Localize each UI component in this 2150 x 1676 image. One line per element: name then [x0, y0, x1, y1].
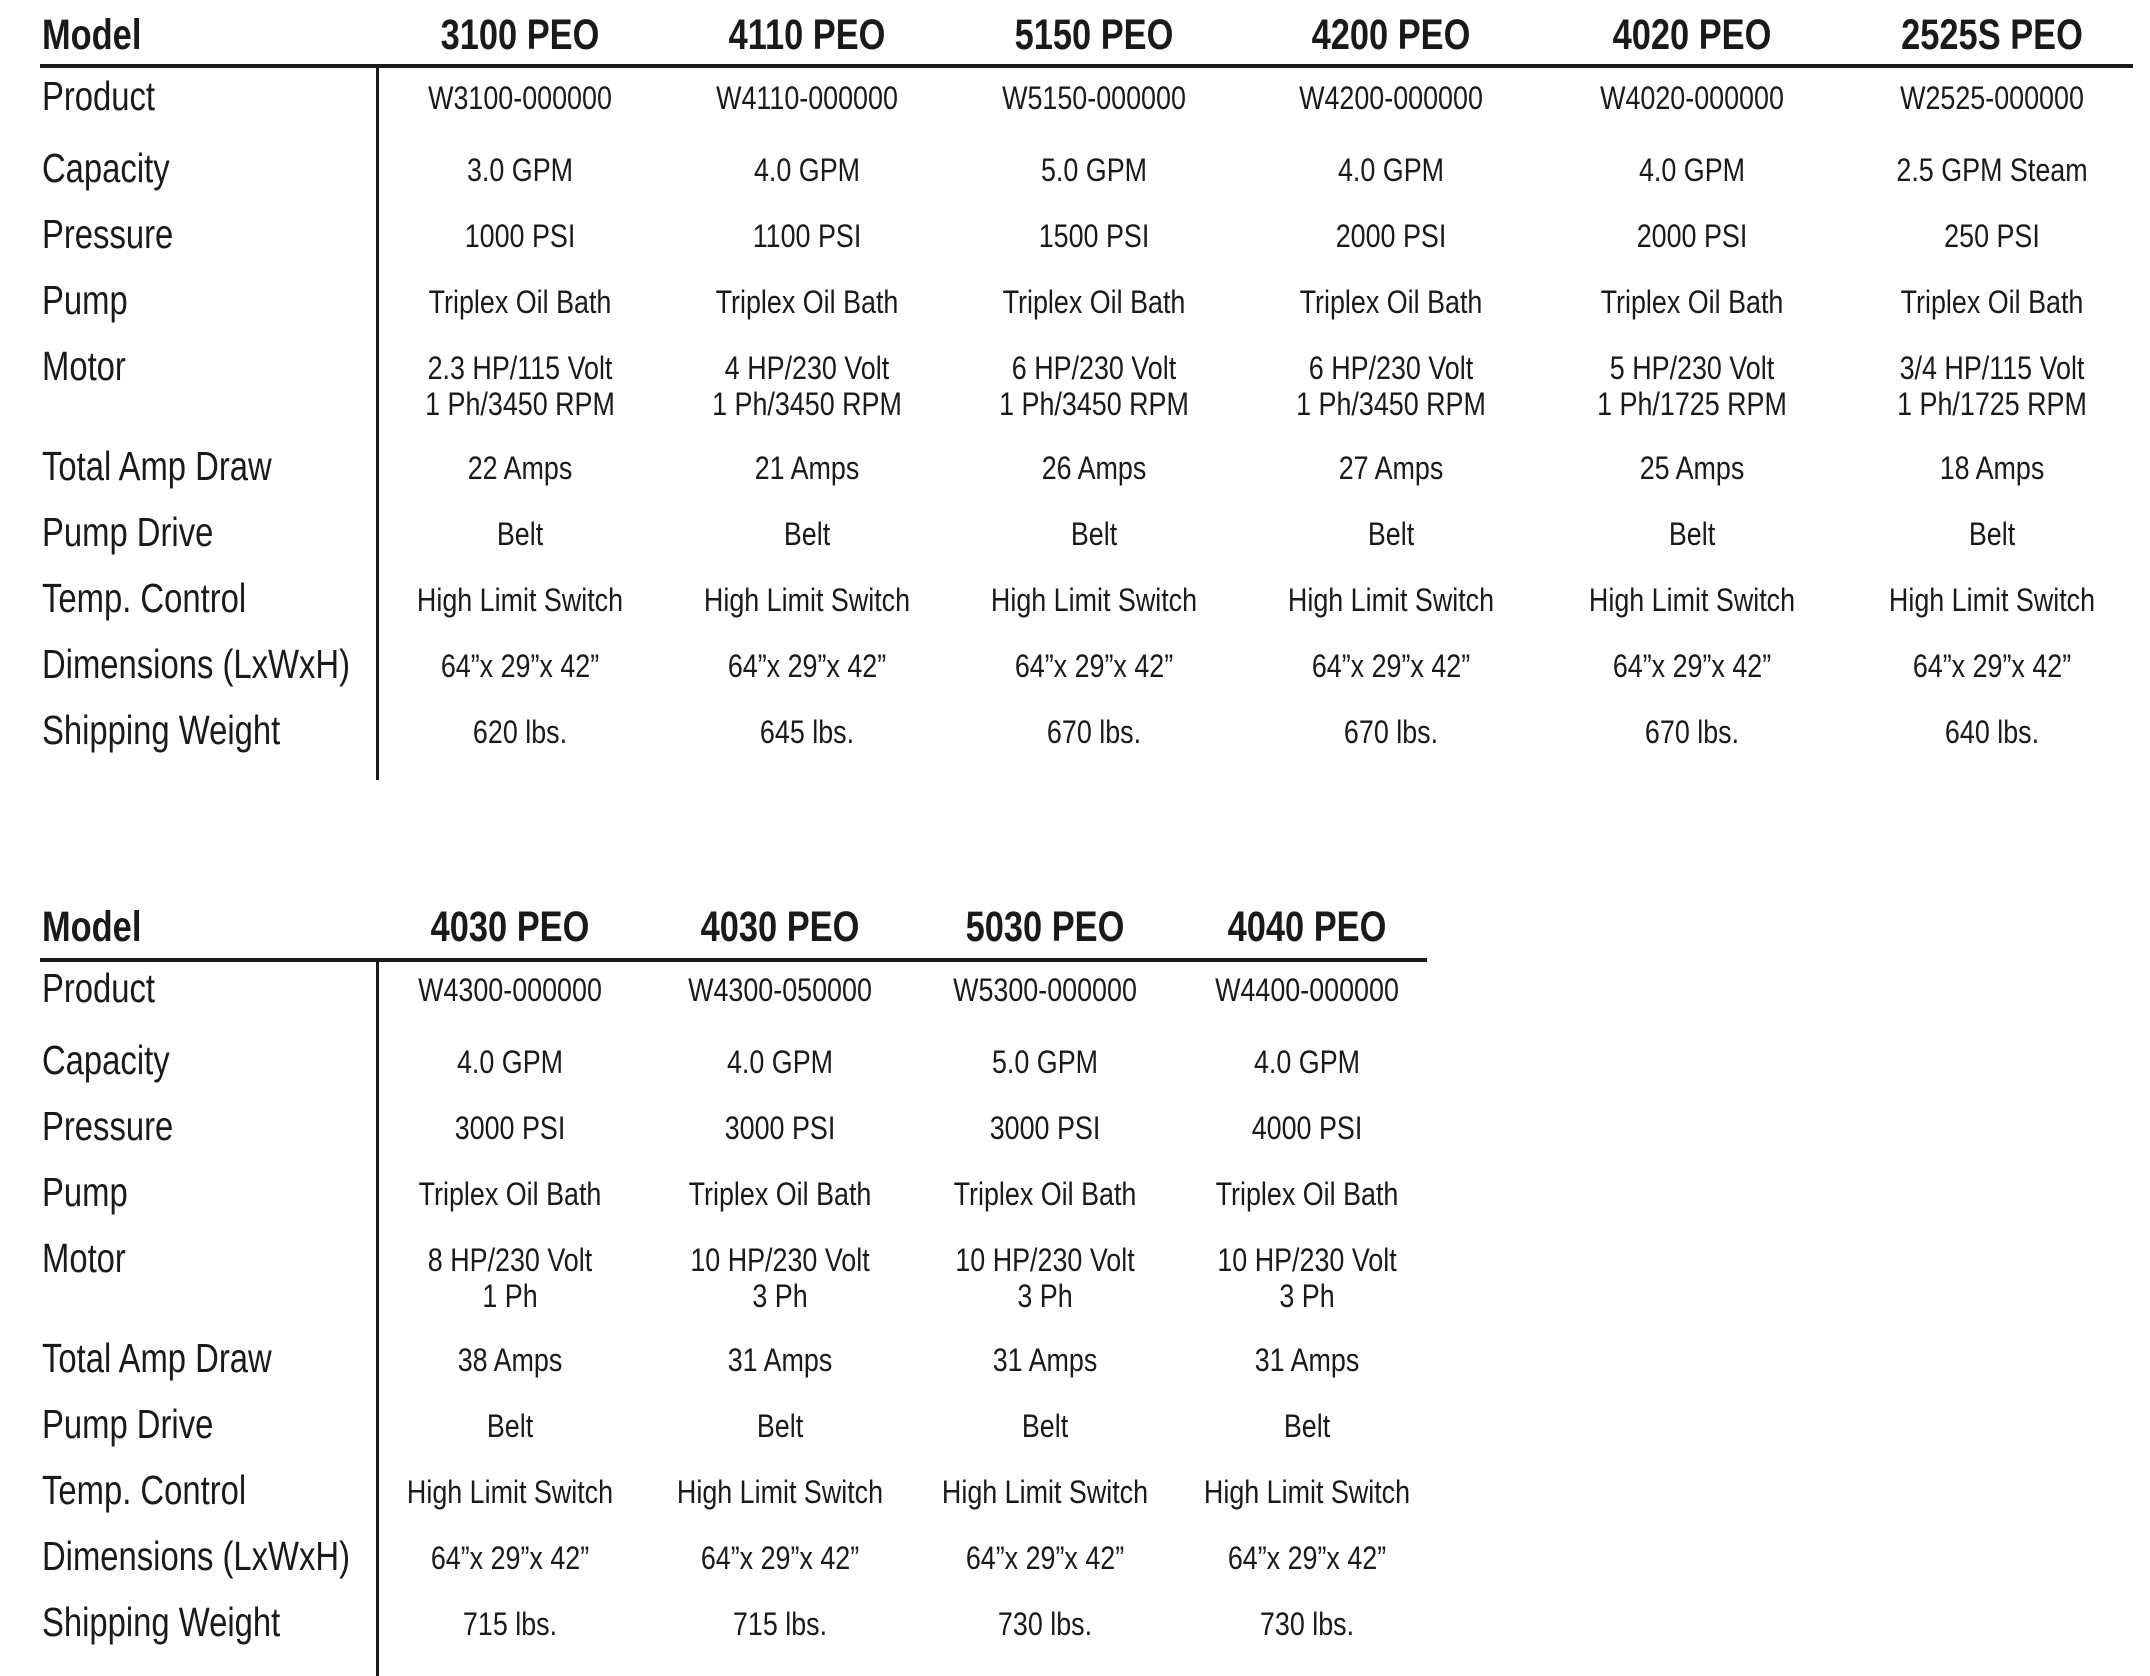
spec-value-line: High Limit Switch	[1588, 582, 1796, 618]
spec-value-line: Belt	[783, 516, 831, 552]
spec-value-capacity	[1041, 152, 1147, 188]
spec-value-temp-control	[1204, 1474, 1410, 1510]
spec-value-product	[428, 80, 612, 116]
spec-value-shipping-weight	[463, 1606, 557, 1642]
spec-value-line: 6 HP/230 Volt	[1011, 350, 1177, 386]
spec-value-line: High Limit Switch	[406, 1474, 614, 1510]
spec-value-motor	[955, 1242, 1134, 1314]
spec-value-temp-control	[704, 582, 910, 618]
row-label-capacity: Capacity	[42, 1037, 170, 1083]
model-header: 5150 PEO	[1014, 11, 1174, 59]
spec-value-line: 3 Ph	[1017, 1278, 1073, 1314]
spec-value-line: 25 Amps	[1639, 450, 1745, 486]
spec-value-pump-drive	[1071, 516, 1117, 552]
spec-value-pump-drive	[1022, 1408, 1068, 1444]
spec-value-line: 670 lbs.	[1046, 714, 1142, 750]
spec-value-line: 18 Amps	[1939, 450, 2045, 486]
spec-value-total-amp-draw	[1042, 450, 1147, 486]
spec-value-motor	[1217, 1242, 1396, 1314]
spec-value-pump-drive	[1284, 1408, 1330, 1444]
spec-value-line: Triplex Oil Bath	[953, 1176, 1137, 1212]
spec-value-product	[418, 972, 602, 1008]
spec-value-motor	[425, 350, 615, 422]
spec-value-dimensions-lxwxh	[1312, 648, 1470, 684]
spec-value-pump	[1901, 284, 2084, 320]
row-label-motor: Motor	[42, 343, 126, 389]
spec-value-line: 10 HP/230 Volt	[955, 1242, 1135, 1278]
spec-value-line: 1100 PSI	[752, 218, 862, 254]
spec-value-line: 10 HP/230 Volt	[690, 1242, 870, 1278]
spec-value-line: 31 Amps	[992, 1342, 1098, 1378]
spec-value-capacity	[1254, 1044, 1360, 1080]
spec-value-product	[1002, 80, 1186, 116]
spec-value-line: 26 Amps	[1041, 450, 1147, 486]
spec-value-line: High Limit Switch	[1888, 582, 2096, 618]
spec-value-line: 3/4 HP/115 Volt	[1899, 350, 2085, 386]
spec-value-motor	[690, 1242, 869, 1314]
spec-value-line: 3000 PSI	[989, 1110, 1101, 1146]
row-label-pump-drive: Pump Drive	[42, 1401, 214, 1447]
spec-value-line: High Limit Switch	[1203, 1474, 1411, 1510]
spec-value-line: 730 lbs.	[997, 1606, 1093, 1642]
model-header: 2525S PEO	[1901, 11, 2083, 59]
spec-value-line: W4300-000000	[418, 972, 602, 1008]
spec-value-line: 64”x 29”x 42”	[1227, 1540, 1387, 1576]
spec-value-pump	[716, 284, 899, 320]
spec-value-line: 1 Ph/3450 RPM	[999, 386, 1189, 422]
spec-value-line: 4.0 GPM	[456, 1044, 564, 1080]
spec-value-line: Belt	[1283, 1408, 1331, 1444]
spec-value-total-amp-draw	[728, 1342, 833, 1378]
spec-value-line: 250 PSI	[1944, 218, 2040, 254]
spec-value-line: Belt	[1668, 516, 1716, 552]
spec-value-dimensions-lxwxh	[1913, 648, 2071, 684]
spec-value-line: 1 Ph/3450 RPM	[425, 386, 615, 422]
spec-value-temp-control	[942, 1474, 1148, 1510]
spec-value-line: 8 HP/230 Volt	[427, 1242, 593, 1278]
spec-value-capacity	[467, 152, 573, 188]
spec-value-line: 2.3 HP/115 Volt	[427, 350, 613, 386]
spec-value-line: 1 Ph/3450 RPM	[712, 386, 902, 422]
spec-value-line: High Limit Switch	[990, 582, 1198, 618]
spec-value-total-amp-draw	[1255, 1342, 1360, 1378]
spec-value-line: Triplex Oil Bath	[715, 284, 899, 320]
spec-value-line: W5300-000000	[953, 972, 1137, 1008]
model-header: 4200 PEO	[1311, 11, 1471, 59]
spec-value-shipping-weight	[998, 1606, 1092, 1642]
spec-value-capacity	[992, 1044, 1098, 1080]
spec-value-line: 3000 PSI	[454, 1110, 566, 1146]
spec-value-line: 1000 PSI	[464, 218, 576, 254]
spec-value-pressure	[753, 218, 862, 254]
spec-value-line: Triplex Oil Bath	[688, 1176, 872, 1212]
spec-value-line: 645 lbs.	[759, 714, 855, 750]
spec-value-line: Belt	[486, 1408, 534, 1444]
header-rule	[40, 64, 2133, 68]
spec-value-line: W4020-000000	[1600, 80, 1784, 116]
row-label-product: Product	[42, 965, 156, 1011]
spec-value-line: W3100-000000	[428, 80, 612, 116]
spec-value-pump-drive	[757, 1408, 803, 1444]
spec-value-shipping-weight	[760, 714, 854, 750]
spec-value-line: 715 lbs.	[462, 1606, 558, 1642]
spec-value-line: W2525-000000	[1900, 80, 2084, 116]
spec-value-dimensions-lxwxh	[966, 1540, 1124, 1576]
spec-value-line: 1 Ph/1725 RPM	[1597, 386, 1787, 422]
spec-value-line: High Limit Switch	[703, 582, 911, 618]
spec-value-line: W5150-000000	[1002, 80, 1186, 116]
spec-value-capacity	[727, 1044, 833, 1080]
model-header: 4040 PEO	[1227, 903, 1387, 951]
spec-value-temp-control	[407, 1474, 613, 1510]
spec-value-motor	[1597, 350, 1787, 422]
spec-value-line: Belt	[756, 1408, 804, 1444]
spec-value-product	[716, 80, 898, 116]
spec-value-motor	[1897, 350, 2087, 422]
spec-value-pump	[1216, 1176, 1399, 1212]
spec-value-pump-drive	[1669, 516, 1715, 552]
spec-value-line: Belt	[1968, 516, 2016, 552]
row-label-pump: Pump	[42, 277, 128, 323]
row-label-product: Product	[42, 73, 156, 119]
spec-value-line: Triplex Oil Bath	[428, 284, 612, 320]
row-label-motor: Motor	[42, 1235, 126, 1281]
spec-value-pressure	[1252, 1110, 1363, 1146]
spec-value-line: High Limit Switch	[1287, 582, 1495, 618]
spec-value-line: Belt	[1070, 516, 1118, 552]
spec-value-pump-drive	[497, 516, 543, 552]
model-header: 4020 PEO	[1612, 11, 1772, 59]
spec-value-line: W4110-000000	[716, 80, 898, 116]
spec-value-pump-drive	[1969, 516, 2015, 552]
spec-value-line: Belt	[1021, 1408, 1069, 1444]
spec-value-line: W4300-050000	[688, 972, 872, 1008]
spec-value-line: 2000 PSI	[1636, 218, 1748, 254]
spec-value-line: 1 Ph	[482, 1278, 538, 1314]
spec-value-motor	[712, 350, 902, 422]
row-label-temp-control: Temp. Control	[42, 575, 247, 621]
spec-value-dimensions-lxwxh	[441, 648, 599, 684]
spec-value-shipping-weight	[733, 1606, 827, 1642]
spec-value-shipping-weight	[1344, 714, 1438, 750]
spec-value-line: 1 Ph/1725 RPM	[1897, 386, 2087, 422]
spec-value-pump	[1300, 284, 1483, 320]
spec-value-pump	[1003, 284, 1186, 320]
spec-value-shipping-weight	[473, 714, 567, 750]
header-rule	[40, 958, 1427, 962]
spec-value-pressure	[725, 1110, 836, 1146]
spec-value-line: 10 HP/230 Volt	[1217, 1242, 1397, 1278]
spec-value-line: Triplex Oil Bath	[1299, 284, 1483, 320]
spec-value-line: 2.5 GPM Steam	[1896, 152, 2088, 188]
row-label-pump: Pump	[42, 1169, 128, 1215]
spec-value-pressure	[1637, 218, 1748, 254]
spec-value-line: 6 HP/230 Volt	[1308, 350, 1474, 386]
spec-value-line: 64”x 29”x 42”	[1612, 648, 1772, 684]
row-label-total-amp-draw: Total Amp Draw	[42, 1335, 272, 1381]
spec-value-dimensions-lxwxh	[431, 1540, 589, 1576]
spec-value-total-amp-draw	[468, 450, 573, 486]
spec-value-line: 64”x 29”x 42”	[440, 648, 600, 684]
spec-value-line: 31 Amps	[727, 1342, 833, 1378]
spec-value-line: High Limit Switch	[416, 582, 624, 618]
model-header: 4110 PEO	[728, 11, 886, 59]
spec-value-temp-control	[1288, 582, 1494, 618]
label-column-rule	[376, 960, 379, 1676]
spec-value-line: 22 Amps	[467, 450, 573, 486]
spec-value-line: 5.0 GPM	[1040, 152, 1148, 188]
spec-value-line: 670 lbs.	[1644, 714, 1740, 750]
row-label-pressure: Pressure	[42, 211, 174, 257]
spec-value-line: Belt	[496, 516, 544, 552]
spec-value-line: 21 Amps	[754, 450, 860, 486]
spec-value-pressure	[1039, 218, 1150, 254]
spec-value-total-amp-draw	[993, 1342, 1098, 1378]
spec-value-pressure	[455, 1110, 566, 1146]
spec-value-total-amp-draw	[1640, 450, 1745, 486]
spec-value-line: High Limit Switch	[676, 1474, 884, 1510]
spec-value-line: W4200-000000	[1299, 80, 1483, 116]
row-label-shipping-weight: Shipping Weight	[42, 707, 281, 753]
spec-value-line: 715 lbs.	[732, 1606, 828, 1642]
spec-value-motor	[428, 1242, 592, 1314]
spec-value-line: 64”x 29”x 42”	[1912, 648, 2072, 684]
spec-value-capacity	[1896, 152, 2087, 188]
spec-value-pump	[419, 1176, 602, 1212]
spec-value-line: 31 Amps	[1254, 1342, 1360, 1378]
model-header: 5030 PEO	[965, 903, 1125, 951]
spec-value-line: 4.0 GPM	[753, 152, 861, 188]
spec-value-line: 640 lbs.	[1944, 714, 2040, 750]
spec-value-line: 3.0 GPM	[466, 152, 574, 188]
spec-value-line: 5.0 GPM	[991, 1044, 1099, 1080]
spec-value-line: 670 lbs.	[1343, 714, 1439, 750]
spec-value-line: Triplex Oil Bath	[1900, 284, 2084, 320]
spec-value-line: 620 lbs.	[472, 714, 568, 750]
spec-value-line: Triplex Oil Bath	[1215, 1176, 1399, 1212]
spec-value-pump	[954, 1176, 1137, 1212]
spec-value-line: Triplex Oil Bath	[1002, 284, 1186, 320]
spec-value-temp-control	[677, 1474, 883, 1510]
spec-value-pressure	[1336, 218, 1447, 254]
spec-value-line: 4.0 GPM	[1253, 1044, 1361, 1080]
spec-value-line: 1 Ph/3450 RPM	[1296, 386, 1486, 422]
row-label-pump-drive: Pump Drive	[42, 509, 214, 555]
spec-value-line: 3 Ph	[1279, 1278, 1335, 1314]
header-model-label: Model	[42, 903, 142, 951]
spec-value-line: 27 Amps	[1338, 450, 1444, 486]
spec-value-line: Belt	[1367, 516, 1415, 552]
spec-value-product	[1299, 80, 1483, 116]
model-header: 4030 PEO	[430, 903, 590, 951]
spec-value-line: 3000 PSI	[724, 1110, 836, 1146]
spec-value-total-amp-draw	[1339, 450, 1444, 486]
spec-value-capacity	[1639, 152, 1745, 188]
spec-value-line: 64”x 29”x 42”	[430, 1540, 590, 1576]
row-label-pressure: Pressure	[42, 1103, 174, 1149]
spec-value-pump-drive	[784, 516, 830, 552]
spec-value-product	[953, 972, 1137, 1008]
spec-value-product	[1215, 972, 1399, 1008]
spec-value-shipping-weight	[1047, 714, 1141, 750]
spec-value-product	[688, 972, 872, 1008]
spec-value-pressure	[990, 1110, 1101, 1146]
spec-value-line: 4 HP/230 Volt	[724, 350, 890, 386]
row-label-dimensions-lxwxh: Dimensions (LxWxH)	[42, 1533, 350, 1579]
row-label-capacity: Capacity	[42, 145, 170, 191]
spec-value-product	[1600, 80, 1784, 116]
spec-value-line: 64”x 29”x 42”	[965, 1540, 1125, 1576]
spec-value-line: 4.0 GPM	[1638, 152, 1746, 188]
spec-value-line: 64”x 29”x 42”	[700, 1540, 860, 1576]
spec-value-dimensions-lxwxh	[1228, 1540, 1386, 1576]
spec-value-temp-control	[417, 582, 623, 618]
spec-value-line: 4000 PSI	[1251, 1110, 1363, 1146]
spec-value-product	[1900, 80, 2084, 116]
row-label-total-amp-draw: Total Amp Draw	[42, 443, 272, 489]
spec-value-pump-drive	[1368, 516, 1414, 552]
spec-value-line: Triplex Oil Bath	[418, 1176, 602, 1212]
spec-value-pump-drive	[487, 1408, 533, 1444]
spec-value-motor	[999, 350, 1189, 422]
spec-value-pump	[1601, 284, 1784, 320]
spec-value-shipping-weight	[1260, 1606, 1354, 1642]
spec-value-pressure	[465, 218, 576, 254]
spec-value-shipping-weight	[1945, 714, 2039, 750]
spec-value-temp-control	[1589, 582, 1795, 618]
spec-value-pump	[689, 1176, 872, 1212]
spec-value-total-amp-draw	[458, 1342, 563, 1378]
model-header: 3100 PEO	[440, 11, 600, 59]
spec-value-dimensions-lxwxh	[1015, 648, 1173, 684]
spec-value-dimensions-lxwxh	[1613, 648, 1771, 684]
spec-value-line: Triplex Oil Bath	[1600, 284, 1784, 320]
row-label-shipping-weight: Shipping Weight	[42, 1599, 281, 1645]
spec-value-line: 38 Amps	[457, 1342, 563, 1378]
row-label-temp-control: Temp. Control	[42, 1467, 247, 1513]
model-header: 4030 PEO	[700, 903, 860, 951]
row-label-dimensions-lxwxh: Dimensions (LxWxH)	[42, 641, 350, 687]
spec-value-line: 2000 PSI	[1335, 218, 1447, 254]
spec-value-line: 4.0 GPM	[1337, 152, 1445, 188]
spec-value-line: 4.0 GPM	[726, 1044, 834, 1080]
spec-value-line: 5 HP/230 Volt	[1609, 350, 1775, 386]
spec-value-capacity	[1338, 152, 1444, 188]
spec-value-line: 3 Ph	[752, 1278, 808, 1314]
spec-value-dimensions-lxwxh	[701, 1540, 859, 1576]
spec-value-line: 64”x 29”x 42”	[1311, 648, 1471, 684]
spec-value-temp-control	[991, 582, 1197, 618]
spec-value-capacity	[754, 152, 860, 188]
spec-value-pressure	[1944, 218, 2040, 254]
spec-value-temp-control	[1889, 582, 2095, 618]
spec-value-motor	[1296, 350, 1486, 422]
spec-value-line: High Limit Switch	[941, 1474, 1149, 1510]
spec-value-line: 64”x 29”x 42”	[1014, 648, 1174, 684]
spec-value-pump	[429, 284, 612, 320]
label-column-rule	[376, 66, 379, 780]
spec-value-line: 730 lbs.	[1259, 1606, 1355, 1642]
spec-value-capacity	[457, 1044, 563, 1080]
spec-value-shipping-weight	[1645, 714, 1739, 750]
spec-value-total-amp-draw	[1940, 450, 2045, 486]
spec-value-line: 64”x 29”x 42”	[727, 648, 887, 684]
spec-value-dimensions-lxwxh	[728, 648, 886, 684]
spec-value-line: 1500 PSI	[1038, 218, 1150, 254]
spec-value-total-amp-draw	[755, 450, 860, 486]
spec-value-line: W4400-000000	[1215, 972, 1399, 1008]
header-model-label: Model	[42, 11, 142, 59]
